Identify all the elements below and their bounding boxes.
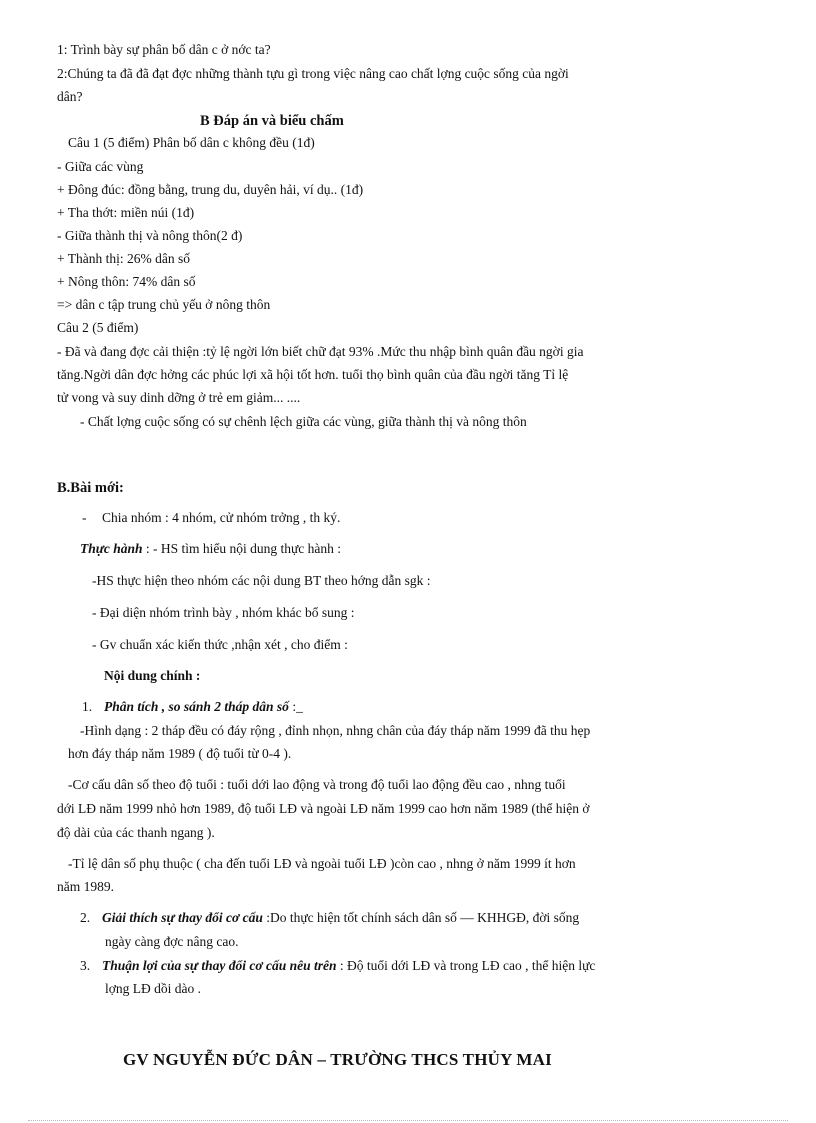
- answer-line: - Giữa các vùng: [57, 159, 144, 174]
- cau1-header: Câu 1 (5 điểm) Phân bố dân c không đều (1đ): [68, 135, 315, 150]
- cau2-paragraph-line: tăng.Ngời dân đợc hởng các phúc lợi xã hội tốt hơn. tuổi thọ bình quân của đầu ngời tăng Tỉ lệ: [57, 367, 569, 382]
- item-2-line-2: ngày càng đợc nâng cao.: [105, 934, 239, 949]
- item-3-label: Thuận lợi của sự thay đổi cơ cấu nêu trên: [102, 958, 337, 973]
- item-2-label: Giải thích sự thay đổi cơ cấu: [102, 910, 263, 925]
- page-bottom-divider: [28, 1120, 788, 1121]
- question-1: 1: Trình bày sự phân bố dân c ở nớc ta?: [57, 42, 271, 57]
- answers-title: B Đáp án và biểu chấm: [200, 113, 344, 129]
- item-3-line-2: lợng LĐ dồi dào .: [105, 981, 202, 996]
- question-2-line-2: dân?: [57, 89, 83, 104]
- practice-text: : - HS tìm hiểu nội dung thực hành :: [142, 541, 342, 556]
- cau2-paragraph-line: tử vong và suy dinh dỡng ở trẻ em giảm... ....: [57, 390, 301, 405]
- dash-bullet: -: [82, 510, 87, 525]
- answer-line: + Tha thớt: miền núi (1đ): [57, 205, 195, 220]
- practice-step: -HS thực hiện theo nhóm các nội dung BT theo hớng dẫn sgk :: [92, 573, 431, 588]
- ratio-line: năm 1989.: [57, 879, 114, 894]
- item-3-text: : Độ tuổi dới LĐ và trong LĐ cao , thể hiện lực: [336, 958, 596, 973]
- answer-line: + Đông đúc: đồng bằng, trung du, duyên hải, ví dụ.. (1đ): [57, 182, 364, 197]
- practice-label: Thực hành: [80, 541, 143, 556]
- item-2: [80, 909, 579, 927]
- question-2-line-1: 2:Chúng ta đã đã đạt đợc những thành tựu gì trong việc nâng cao chất lợng cuộc sống của ngời: [57, 66, 569, 81]
- item-3-number: 3.: [80, 958, 91, 973]
- footer-author: GV NGUYỄN ĐỨC DÂN – TRƯỜNG THCS THỦY MAI: [123, 1050, 552, 1069]
- item-1-label: Phân tích , so sánh 2 tháp dân số: [104, 699, 289, 714]
- lesson-heading: B.Bài mới:: [57, 480, 124, 496]
- ratio-line: -Tỉ lệ dân số phụ thuộc ( cha đến tuổi LĐ và ngoài tuổi LĐ )còn cao , nhng ở năm 1999 ít hơn: [68, 856, 576, 871]
- practice-line: [80, 540, 341, 558]
- groups-text: Chia nhóm : 4 nhóm, cử nhóm trởng , th ký.: [102, 510, 341, 525]
- item-1-number: 1.: [82, 699, 93, 714]
- structure-line: -Cơ cấu dân số theo độ tuổi : tuổi dới lao động và trong độ tuổi lao động đều cao , nhng tuổi: [68, 777, 566, 792]
- main-content-heading: Nội dung chính :: [104, 668, 201, 683]
- practice-step: - Gv chuẩn xác kiến thức ,nhận xét , cho điểm :: [92, 637, 348, 652]
- item-1-suffix: :_: [288, 699, 303, 714]
- shape-line: hơn đáy tháp năm 1989 ( độ tuổi từ 0-4 ).: [68, 746, 292, 761]
- cau2-header: Câu 2 (5 điểm): [57, 320, 139, 335]
- answer-line: + Nông thôn: 74% dân số: [57, 274, 196, 289]
- cau2-paragraph-line: - Đã và đang đợc cải thiện :tỷ lệ ngời lớn biết chữ đạt 93% .Mức thu nhập bình quân đầu ngời gia: [57, 344, 584, 359]
- practice-step: - Đại diện nhóm trình bày , nhóm khác bổ sung :: [92, 605, 355, 620]
- item-3: [80, 957, 595, 975]
- answer-line: - Giữa thành thị và nông thôn(2 đ): [57, 228, 243, 243]
- item-1: [82, 698, 303, 716]
- answer-line: + Thành thị: 26% dân số: [57, 251, 190, 266]
- item-2-text: :Do thực hiện tốt chính sách dân số — KHHGĐ, đời sống: [262, 910, 580, 925]
- cau2-quality: - Chất lợng cuộc sống có sự chênh lệch giữa các vùng, giữa thành thị và nông thôn: [80, 414, 527, 429]
- item-2-number: 2.: [80, 910, 91, 925]
- structure-line: dới LĐ năm 1999 nhỏ hơn 1989, độ tuổi LĐ và ngoài LĐ năm 1999 cao hơn năm 1989 (thể hiện ở: [57, 801, 590, 816]
- structure-line: độ dài của các thanh ngang ).: [57, 825, 215, 840]
- groups-line: [82, 509, 340, 527]
- shape-line: -Hình dạng : 2 tháp đều có đáy rộng , đỉnh nhọn, nhng chân của đáy tháp năm 1999 đã thu hẹp: [80, 723, 591, 738]
- answer-line: => dân c tập trung chủ yếu ở nông thôn: [57, 297, 271, 312]
